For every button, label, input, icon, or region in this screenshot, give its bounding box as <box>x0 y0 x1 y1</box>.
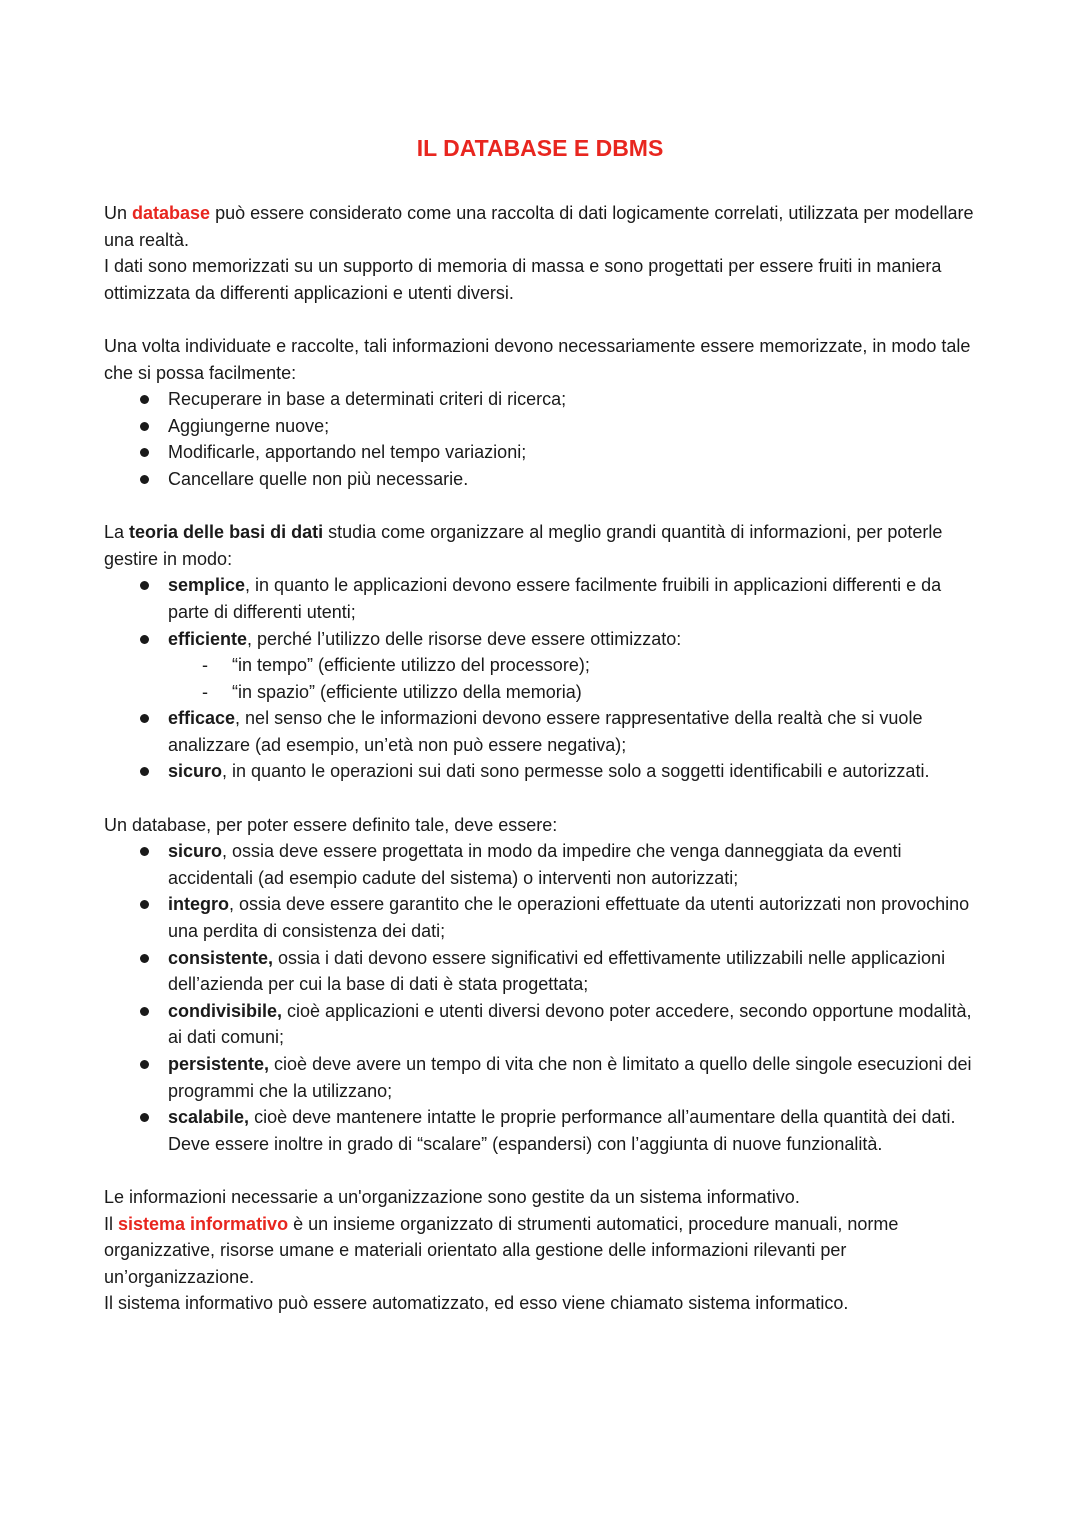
list-item <box>168 1051 979 1104</box>
spacer <box>104 493 979 520</box>
requirements-list <box>104 838 979 1157</box>
list-item <box>168 945 979 998</box>
item-text: ossia i dati devono essere significativi ed effettivamente utilizzabili nelle applicazioni dell’azienda per cui la base di dati è stata progettata; <box>168 947 946 995</box>
term-database: database <box>132 203 211 223</box>
term-condivisibile: condivisibile, <box>168 1000 283 1021</box>
info-system-automation: Il sistema informativo può essere automatizzato, ed esso viene chiamato sistema informatico. <box>104 1293 849 1314</box>
term-semplice: semplice <box>168 575 246 596</box>
item-text: , nel senso che le informazioni devono essere rappresentative della realtà che si vuole analizzare (ad esempio, un’età non può essere negativa); <box>168 708 923 755</box>
item-text: , ossia deve essere progettata in modo da impedire che venga danneggiata da eventi accidentali (ad esempio cadute del sistema) o interventi non autorizzati; <box>168 841 902 888</box>
definition-text-end: è un insieme organizzato di strumenti automatici, procedure manuali, norme organizzative, risorse umane e materiali orientato alla gestione delle informazioni rilevanti per un’organizzazione. <box>104 1213 899 1287</box>
list-item <box>168 891 979 944</box>
list-item <box>168 1104 979 1157</box>
page-title: IL DATABASE E DBMS <box>416 135 664 161</box>
theory-lead <box>104 519 979 572</box>
term-efficace: efficace <box>168 708 236 729</box>
document-body <box>104 200 979 1317</box>
list-item <box>168 998 979 1051</box>
item-text: , in quanto le operazioni sui dati sono permesse solo a soggetti identificabili e autorizzati. <box>222 761 930 782</box>
item-text: cioè deve mantenere intatte le proprie performance all’aumentare della quantità dei dati. Deve essere inoltre in grado di “scalare” (espandersi) con l’aggiunta di nuove funzionalità. <box>168 1107 956 1154</box>
item-text: , perché l’utilizzo delle risorse deve essere ottimizzato: <box>247 628 682 649</box>
list-item: Modificarle, apportando nel tempo variazioni; <box>168 439 979 466</box>
term-persistente: persistente, <box>168 1054 270 1074</box>
requirements-lead: Un database, per poter essere definito tale, deve essere: <box>104 814 558 835</box>
term-sicuro: sicuro <box>168 761 223 782</box>
sublist-item: - “in spazio” (efficiente utilizzo della memoria) <box>232 679 979 706</box>
spacer <box>104 1157 979 1184</box>
theory-qualities-list <box>104 572 979 785</box>
list-item <box>168 705 979 758</box>
list-item: Recuperare in base a determinati criteri di ricerca; <box>168 386 979 413</box>
term-efficiente: efficiente <box>168 628 248 649</box>
intro-text-end: può essere considerato come una raccolta di dati logicamente correlati, utilizzata per modellare una realtà. <box>104 203 974 250</box>
term-integro: integro <box>168 894 229 915</box>
info-system-intro: Le informazioni necessarie a un'organizzazione sono gestite da un sistema informativo. <box>104 1186 800 1207</box>
theory-text-start: La <box>104 522 130 543</box>
item-text: cioè deve avere un tempo di vita che non è limitato a quello delle singole esecuzioni dei programmi che la utilizzano; <box>168 1054 972 1101</box>
definition-text-start: Il <box>104 1213 119 1234</box>
storage-paragraph: I dati sono memorizzati su un supporto di memoria di massa e sono progettati per essere fruiti in maniera ottimizzata da differenti applicazioni e utenti diversi. <box>104 256 942 303</box>
storage-operations-list <box>104 386 979 492</box>
efficiency-sublist <box>168 652 979 705</box>
spacer <box>104 785 979 812</box>
intro-text-start: Un <box>104 203 133 223</box>
theory-text-end: studia come organizzare al meglio grandi quantità di informazioni, per poterle gestire in modo: <box>104 522 943 569</box>
term-sistema-informativo: sistema informativo <box>118 1213 289 1234</box>
term-theory: teoria delle basi di dati <box>129 522 324 543</box>
info-system-definition <box>104 1211 979 1291</box>
list-item <box>168 626 979 706</box>
item-text: cioè applicazioni e utenti diversi devono poter accedere, secondo opportune modalità, ai dati comuni; <box>168 1000 972 1048</box>
item-text: , ossia deve essere garantito che le operazioni effettuate da utenti autorizzati non provochino una perdita di consistenza dei dati; <box>168 894 970 942</box>
list-item <box>168 758 979 785</box>
storage-lead: Una volta individuate e raccolte, tali informazioni devono necessariamente essere memorizzate, in modo tale che si possa facilmente: <box>104 335 971 383</box>
term-scalabile: scalabile, <box>168 1107 250 1128</box>
sublist-item: - “in tempo” (efficiente utilizzo del processore); <box>232 652 979 679</box>
list-item: Aggiungerne nuove; <box>168 413 979 440</box>
list-item <box>168 572 979 625</box>
intro-paragraph <box>104 200 979 253</box>
list-item: Cancellare quelle non più necessarie. <box>168 466 979 493</box>
item-text: , in quanto le applicazioni devono essere facilmente fruibili in applicazioni differenti e da parte di differenti utenti; <box>168 575 942 622</box>
term-consistente: consistente, <box>168 947 274 968</box>
list-item <box>168 838 979 891</box>
spacer <box>104 306 979 333</box>
term-sicuro: sicuro <box>168 841 223 862</box>
